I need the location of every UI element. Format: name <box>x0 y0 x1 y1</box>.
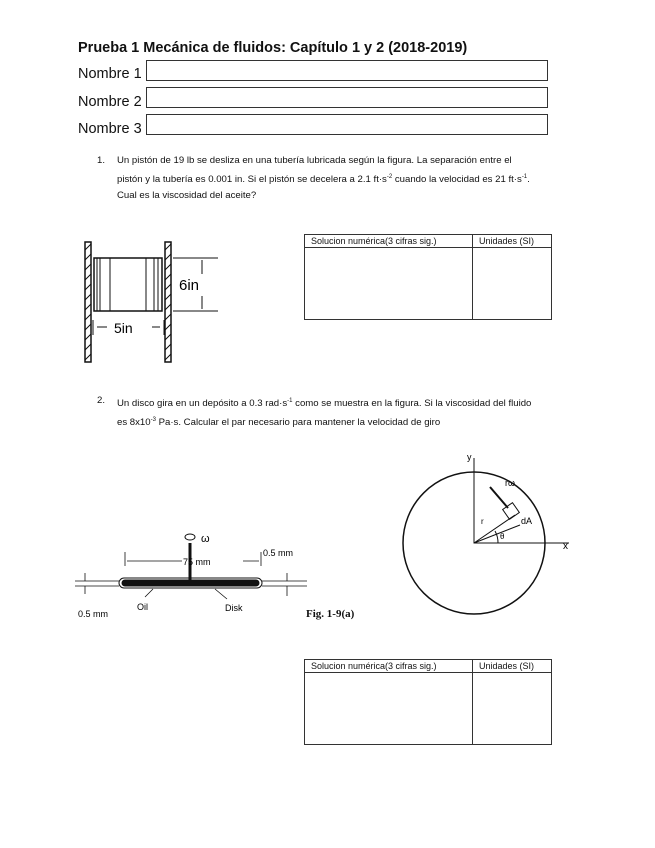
text-line <box>117 169 587 188</box>
disk-diagram <box>395 450 575 630</box>
column-header: Unidades (SI) <box>473 660 552 673</box>
units-cell[interactable] <box>473 248 552 320</box>
name-field-1[interactable] <box>146 60 548 81</box>
exponent: -1 <box>521 174 528 180</box>
text-line: Un pistón de 19 lb se desliza en una tubería lubricada según la figura. La separación entre el <box>117 155 512 166</box>
diameter-label: 75 mm <box>183 557 211 567</box>
disk-label: Disk <box>225 603 243 613</box>
text: cuando la velocidad es 21 ft·s <box>392 174 522 186</box>
x-axis-label: x <box>563 541 568 552</box>
piston-figure <box>80 240 225 365</box>
omega-label: ω <box>201 533 210 545</box>
figure-caption: Fig. 1-9(a) <box>306 608 355 620</box>
width-label: 5in <box>114 320 133 336</box>
text-line <box>117 393 587 412</box>
theta-label: θ <box>500 532 505 541</box>
height-label: 6in <box>179 277 200 294</box>
question-number: 1. <box>97 155 106 166</box>
question-text <box>117 153 587 204</box>
exponent: -2 <box>386 174 393 180</box>
text: como se muestra en la figura. Si la viscosidad del fluido <box>292 398 532 410</box>
y-axis-label: y <box>467 452 472 462</box>
text-line: Cual es la viscosidad del aceite? <box>117 190 257 202</box>
name-field-3[interactable] <box>146 114 548 135</box>
text: . <box>527 174 530 186</box>
text: pistón y la tubería es 0.001 in. Si el pistón se decelera a 2.1 ft·s <box>117 174 387 186</box>
column-header: Solucion numérica(3 cifras sig.) <box>305 660 473 673</box>
text: Pa·s. Calcular el par necesario para mantener la velocidad de giro <box>155 417 441 429</box>
text: es 8x10 <box>117 417 151 429</box>
name-field-2[interactable] <box>146 87 548 108</box>
disk-figure <box>75 525 315 625</box>
exponent: -1 <box>287 398 293 404</box>
text-line <box>117 412 587 431</box>
text: Un disco gira en un depósito a 0.3 rad·s <box>117 398 288 410</box>
question-number: 2. <box>97 395 106 406</box>
r-label: r <box>481 517 484 526</box>
gap-top-label: 0.5 mm <box>263 548 294 558</box>
name-label-3: Nombre 3 <box>78 121 142 137</box>
dA-label: dA <box>521 516 533 526</box>
name-label-2: Nombre 2 <box>78 94 142 110</box>
numeric-solution-cell[interactable] <box>305 248 473 320</box>
name-label-1: Nombre 1 <box>78 66 142 82</box>
oil-label: Oil <box>137 602 148 612</box>
r-omega-label: rω <box>505 478 516 488</box>
question-text <box>117 393 587 431</box>
exponent: -3 <box>150 417 156 424</box>
answer-table-2 <box>304 659 552 745</box>
numeric-solution-cell[interactable] <box>305 673 473 745</box>
column-header: Solucion numérica(3 cifras sig.) <box>305 235 473 248</box>
column-header: Unidades (SI) <box>473 235 552 248</box>
units-cell[interactable] <box>473 673 552 745</box>
answer-table-1 <box>304 234 552 320</box>
gap-bottom-label: 0.5 mm <box>78 609 109 619</box>
page-title: Prueba 1 Mecánica de fluidos: Capítulo 1 y 2 (2018-2019) <box>78 40 468 56</box>
